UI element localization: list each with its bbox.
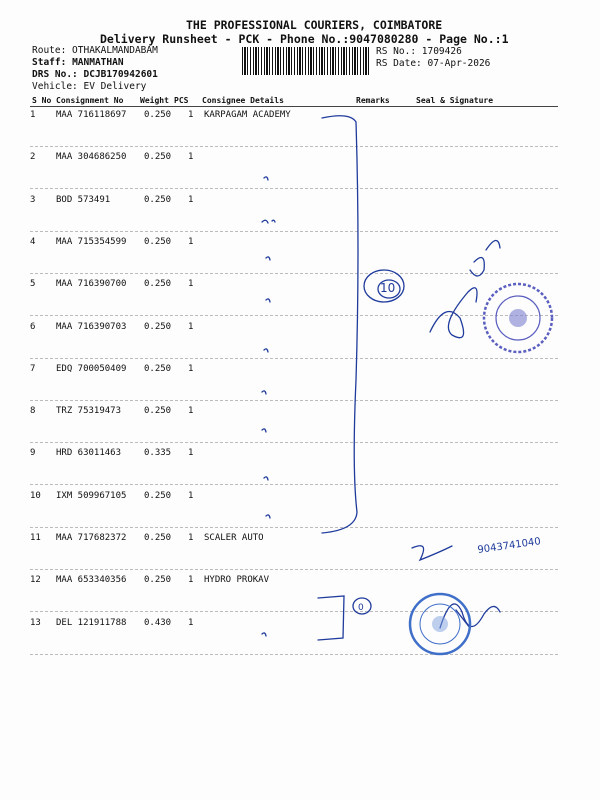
consignment-cell: MAA 653340356 (56, 575, 127, 586)
signature-3 (486, 240, 500, 250)
ditto-mark (266, 515, 270, 518)
weight-cell: 0.250 (144, 110, 172, 120)
consignment-cell: MAA 716390700 (56, 279, 127, 290)
col-consignment: Consignment No (56, 96, 124, 105)
round-stamp-2 (410, 594, 470, 654)
sno-cell: 3 (30, 194, 36, 205)
route-line: Route: OTHAKALMANDABAM (32, 45, 158, 56)
drs-value: DCJB170942601 (83, 69, 158, 80)
sno-cell: 11 (30, 533, 41, 543)
company-title: THE PROFESSIONAL COURIERS, COIMBATORE (186, 18, 443, 32)
consignee-cell: SCALER AUTO (204, 533, 264, 543)
consignment-cell: HRD 63011463 (56, 448, 122, 459)
consignment-cell: MAA 716118697 (56, 110, 127, 120)
pcs-cell: 1 (188, 575, 194, 586)
consignment-cell: BOD 573491 (56, 194, 111, 205)
ditto-mark (266, 299, 270, 302)
pcs-cell: 1 (188, 617, 194, 628)
pcs-cell: 1 (188, 236, 194, 247)
sno-cell: 10 (30, 490, 41, 501)
weight-cell: 0.250 (144, 236, 172, 247)
pcs-cell: 1 (188, 279, 194, 290)
consignee-cell: KARPAGAM ACADEMY (204, 110, 291, 120)
weight-cell: 0.250 (144, 321, 172, 332)
ditto-mark (264, 349, 268, 352)
staff-value: MANMATHAN (72, 57, 124, 68)
sno-cell: 7 (30, 363, 36, 374)
pcs-cell: 1 (188, 490, 194, 501)
pcs-cell: 1 (188, 321, 194, 332)
bracket-stroke-2 (318, 596, 344, 640)
rs-date: RS Date: 07-Apr-2026 (376, 58, 491, 69)
vehicle-line: Vehicle: EV Delivery (32, 81, 147, 92)
col-seal-signature: Seal & Signature (416, 96, 494, 105)
col-consignee: Consignee Details (202, 96, 284, 105)
col-pcs: PCS (174, 96, 189, 105)
ditto-mark (262, 391, 266, 394)
ditto-mark (262, 633, 266, 636)
sno-cell: 5 (30, 279, 36, 290)
consignment-cell: MAA 715354599 (56, 236, 127, 247)
weight-cell: 0.430 (144, 617, 172, 628)
sno-cell: 13 (30, 617, 41, 628)
weight-cell: 0.250 (144, 152, 172, 163)
staff-label: Staff: (32, 57, 67, 68)
signature-4 (412, 546, 452, 560)
ditto-mark (266, 257, 270, 260)
signature-2 (470, 258, 484, 277)
sno-cell: 6 (30, 321, 36, 332)
weight-cell: 0.250 (144, 490, 172, 501)
col-weight: Weight (140, 96, 169, 105)
weight-cell: 0.250 (144, 363, 172, 374)
weight-cell: 0.250 (144, 279, 172, 290)
ditto-mark (262, 429, 266, 432)
sno-cell: 8 (30, 406, 36, 417)
pcs-cell: 1 (188, 110, 194, 120)
consignment-cell: TRZ 75319473 (56, 406, 122, 417)
consignment-cell: MAA 716390703 (56, 321, 127, 332)
sno-cell: 12 (30, 575, 41, 586)
sno-cell: 9 (30, 448, 36, 459)
ditto-mark (264, 477, 268, 480)
pcs-cell: 1 (188, 194, 194, 205)
sno-cell: 2 (30, 152, 36, 163)
sno-cell: 1 (30, 110, 36, 120)
consignment-cell: MAA 304686250 (56, 152, 127, 163)
pcs-cell: 1 (188, 406, 194, 417)
pcs-cell: 1 (188, 448, 194, 459)
col-sno: S No (32, 96, 52, 105)
pcs-cell: 1 (188, 152, 194, 163)
count-text-1: 10 (380, 281, 396, 295)
consignment-cell: EDQ 700050409 (56, 363, 127, 374)
signature-1 (430, 288, 477, 338)
col-remarks: Remarks (356, 96, 390, 105)
consignee-cell: HYDRO PROKAV (204, 575, 270, 586)
round-stamp-1 (484, 284, 552, 352)
weight-cell: 0.250 (144, 575, 172, 586)
sno-cell: 4 (30, 236, 36, 247)
rs-number: RS No.: 1709426 (376, 46, 462, 57)
drs-label: DRS No.: (32, 69, 78, 80)
weight-cell: 0.335 (144, 448, 172, 459)
weight-cell: 0.250 (144, 194, 172, 205)
phone-note: 9043741040 (476, 536, 542, 556)
pcs-cell: 1 (188, 533, 194, 543)
consignment-cell: DEL 121911788 (56, 617, 127, 628)
runsheet-subtitle: Delivery Runsheet - PCK - Phone No.:9047080280 - Page No.:1 (100, 32, 509, 46)
consignment-cell: MAA 717682372 (56, 533, 127, 543)
weight-cell: 0.250 (144, 406, 172, 417)
ditto-mark (264, 177, 268, 180)
consignment-cell: IXM 509967105 (56, 490, 127, 501)
pcs-cell: 1 (188, 363, 194, 374)
ditto-mark (262, 220, 275, 223)
weight-cell: 0.250 (144, 533, 172, 543)
bracket-stroke-1 (322, 116, 358, 533)
count-text-2: 0 (358, 603, 364, 613)
